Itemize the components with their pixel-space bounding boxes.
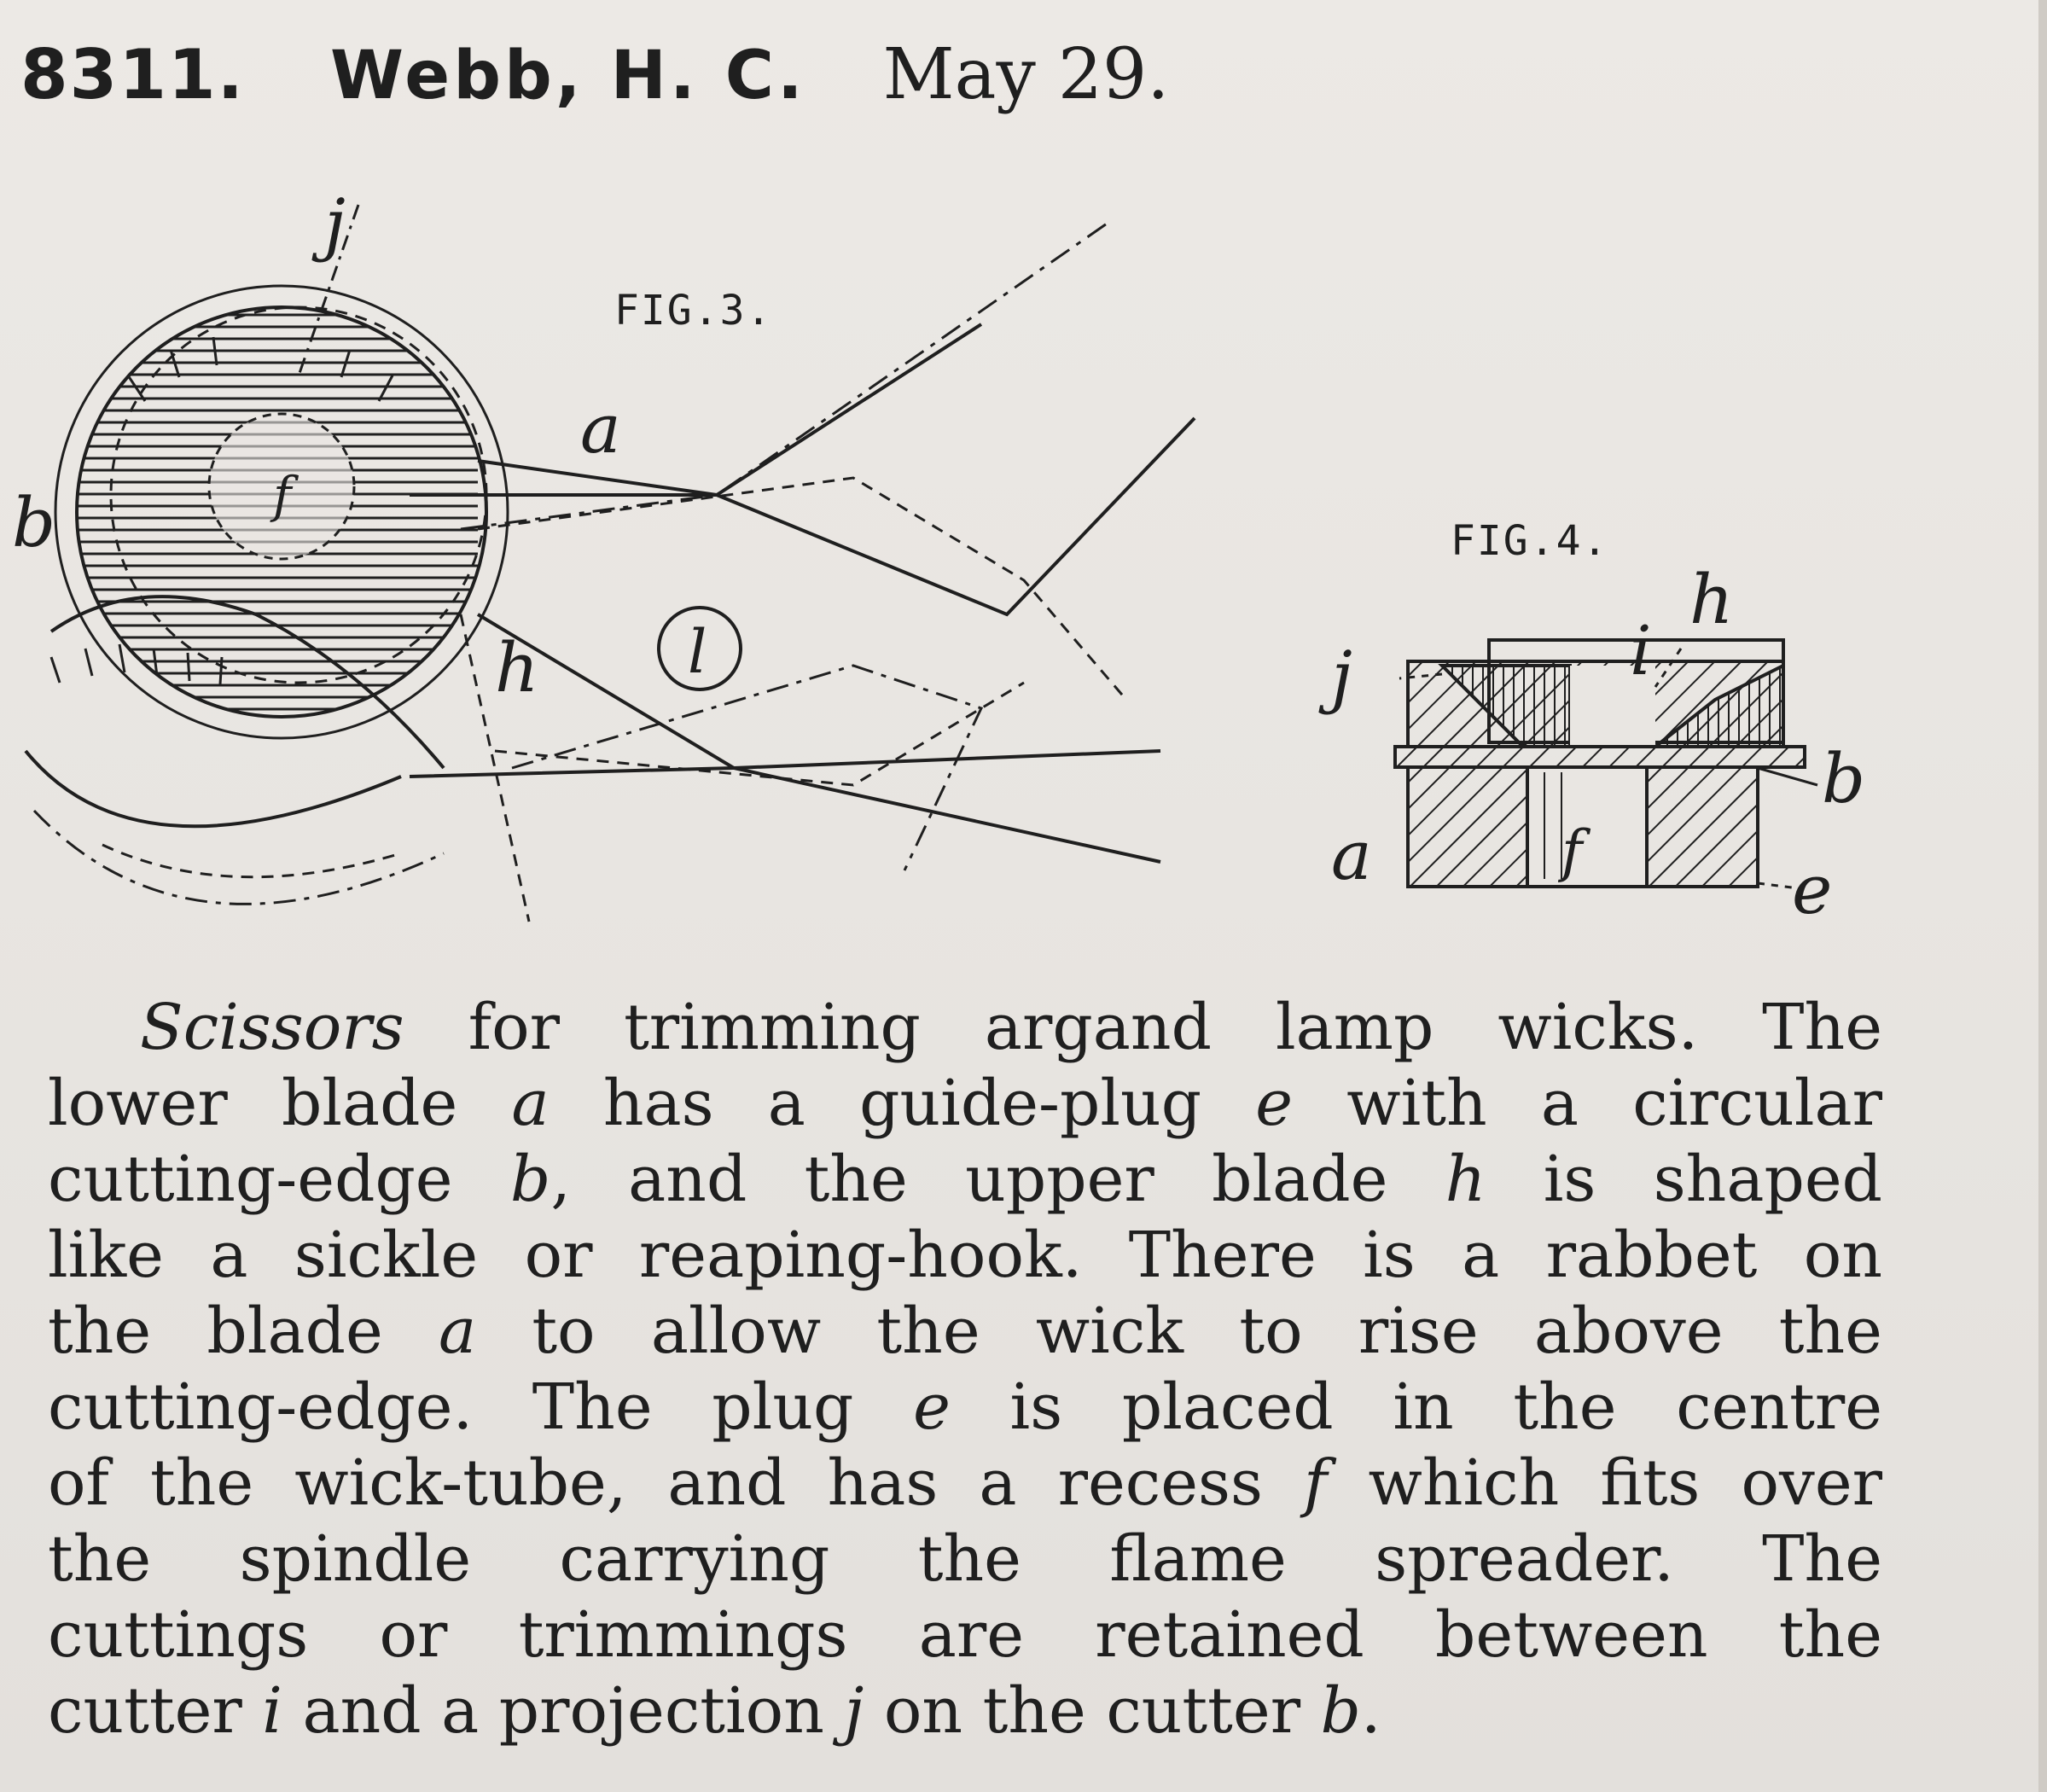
text-segment: is shaped (1486, 1143, 1882, 1216)
abstract-line (48, 1370, 1882, 1446)
figure-3-letter-a: a (580, 389, 621, 468)
abstract-line (48, 990, 1882, 1066)
abstract-line (48, 1597, 1882, 1673)
reference-letter: e (1255, 1067, 1294, 1140)
reference-letter: b (509, 1143, 551, 1216)
text-segment: cutting-edge (48, 1143, 510, 1216)
text-segment: . (1360, 1674, 1381, 1748)
abstract-line (48, 1142, 1882, 1218)
abstract-line (48, 1446, 1882, 1521)
figure-4 (1314, 503, 1911, 947)
text-segment: with a circular (1293, 1067, 1882, 1140)
text-segment: , and the upper blade (550, 1143, 1445, 1216)
figure-4-label: FIG.4. (1451, 517, 1609, 565)
figure-3-label: FIG.3. (614, 287, 773, 335)
text-segment: for trimming argand lamp wicks. The (404, 991, 1882, 1064)
text-segment: to allow the wick to rise above the (476, 1295, 1882, 1368)
text-segment: has a guide-plug (549, 1067, 1256, 1140)
figure-4-letter-e: e (1792, 850, 1833, 929)
text-segment: cuttings or trimmings are retained between the (48, 1598, 1882, 1672)
text-segment: is placed in the centre (950, 1370, 1882, 1444)
reference-letter: Scissors (140, 991, 404, 1064)
figure-4-letter-b: b (1822, 739, 1866, 818)
abstract-line (48, 1673, 1882, 1749)
text-segment: lower blade (48, 1067, 512, 1140)
figure-3-letter-f: f (273, 466, 292, 524)
reference-letter: a (511, 1067, 550, 1140)
reference-letter: f (1304, 1446, 1328, 1520)
reference-letter: i (262, 1674, 282, 1748)
abstract-line (48, 1218, 1882, 1294)
entry-date: May 29. (882, 34, 1170, 115)
abstract-line (48, 1521, 1882, 1597)
reference-letter: h (1445, 1143, 1486, 1216)
text-segment: and a projection (282, 1674, 845, 1748)
page-edge (2038, 0, 2047, 1792)
figure-3-letter-l: l (688, 617, 707, 687)
figure-4-letter-f: f (1561, 818, 1583, 884)
figure-3-drawing (26, 205, 1195, 922)
entry-number: 8311. (20, 35, 246, 114)
abstract-text (48, 990, 1882, 1749)
text-segment: of the wick-tube, and has a recess (48, 1446, 1305, 1520)
reference-letter: e (913, 1370, 951, 1444)
reference-letter: b (1320, 1674, 1361, 1748)
text-segment: cutting-edge. The plug (48, 1370, 914, 1444)
figure-3 (0, 154, 1237, 956)
text-segment: like a sickle or reaping-hook. There is a rabbet on (48, 1219, 1882, 1292)
text-segment: the spindle carrying the flame spreader. The (48, 1522, 1882, 1596)
figure-3-letter-h: h (495, 628, 539, 707)
figure-4-letter-a: a (1331, 816, 1372, 895)
entry-header (20, 34, 1169, 137)
figure-4-drawing (1395, 640, 1817, 887)
text-segment: the blade (48, 1295, 439, 1368)
abstract-line (48, 1066, 1882, 1142)
text-segment: cutter (48, 1674, 263, 1748)
figure-4-letter-i: i (1630, 611, 1652, 690)
figure-4-letter-h: h (1689, 560, 1734, 639)
figure-3-letter-b: b (12, 483, 56, 562)
reference-letter: j (844, 1674, 864, 1748)
figure-4-letter-j: j (1331, 637, 1352, 716)
reference-letter: a (438, 1295, 477, 1368)
entry-name: Webb, H. C. (330, 38, 806, 114)
text-segment: which fits over (1327, 1446, 1882, 1520)
abstract-line (48, 1294, 1882, 1370)
figure-3-letter-j: j (324, 184, 346, 264)
text-segment: on the cutter (864, 1674, 1321, 1748)
